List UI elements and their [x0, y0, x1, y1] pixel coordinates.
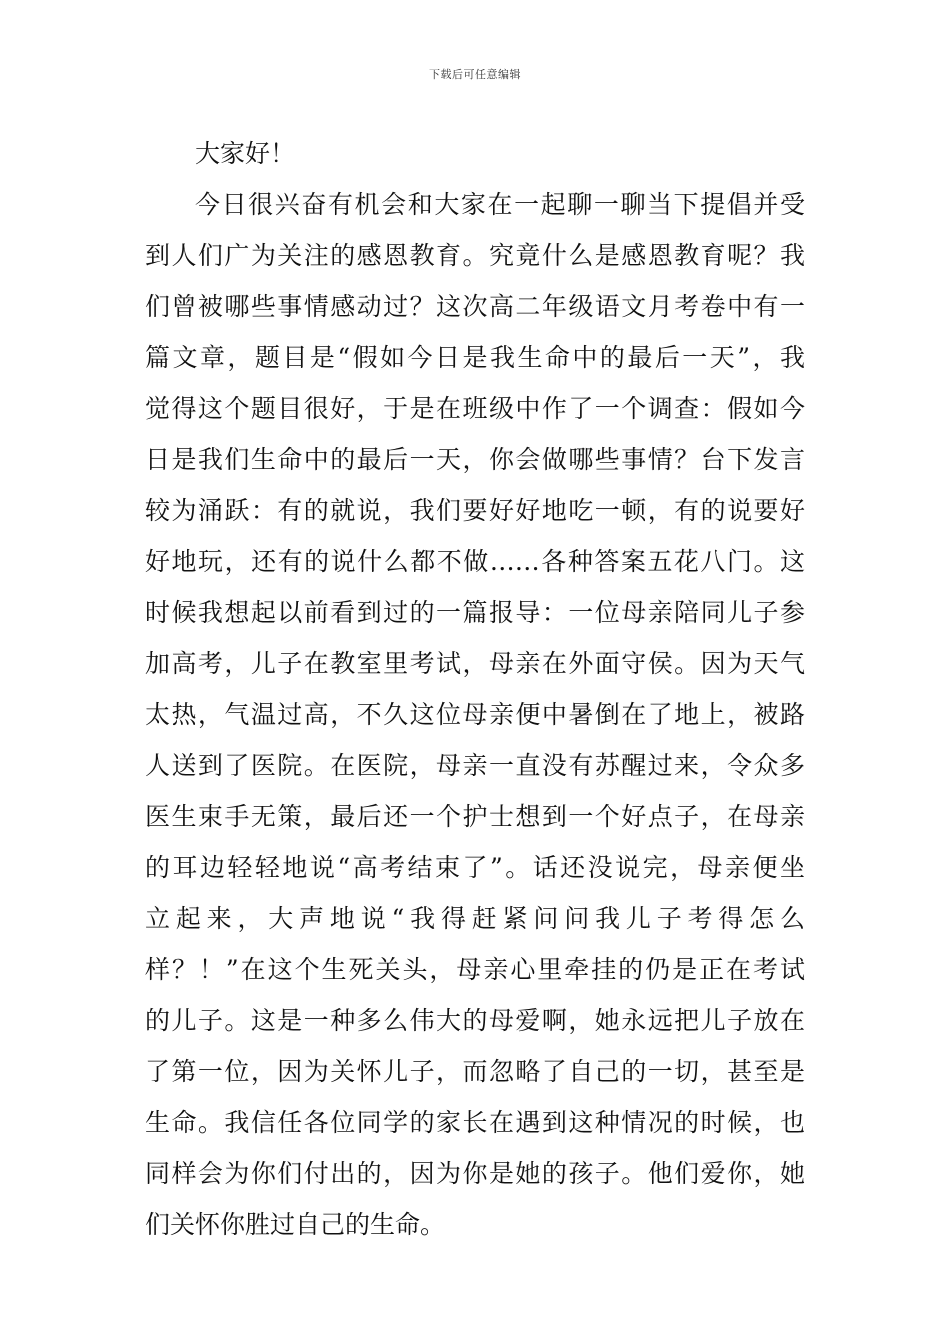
paragraph-line: 的儿子。这是一种多么伟大的母爱啊，她永远把儿子放在	[145, 1006, 805, 1035]
paragraph-line: 样？！”在这个生死关头，母亲心里牵挂的仍是正在考试	[145, 955, 805, 984]
paragraph-line: 了第一位，因为关怀儿子，而忽略了自己的一切，甚至是	[145, 1057, 805, 1086]
paragraph-line: 觉得这个题目很好，于是在班级中作了一个调查：假如今	[145, 394, 805, 423]
paragraph-line: 的耳边轻轻地说“高考结束了”。话还没说完，母亲便坐	[145, 853, 805, 882]
paragraph-line: 加高考，儿子在教室里考试，母亲在外面守侯。因为天气	[145, 649, 805, 678]
header-note: 下载后可任意编辑	[429, 68, 521, 81]
greeting-line: 大家好！	[195, 139, 296, 168]
paragraph-line: 时候我想起以前看到过的一篇报导：一位母亲陪同儿子参	[145, 598, 805, 627]
paragraph-line: 较为涌跃：有的就说，我们要好好地吃一顿，有的说要好	[145, 496, 805, 525]
document-body	[145, 128, 805, 1250]
paragraph-line: 立起来，大声地说“我得赶紧问问我儿子考得怎么	[145, 904, 805, 933]
paragraph-line: 篇文章，题目是“假如今日是我生命中的最后一天”，我	[145, 343, 805, 372]
paragraph-line: 同样会为你们付出的，因为你是她的孩子。他们爱你，她	[145, 1159, 805, 1188]
paragraph-line: 太热，气温过高，不久这位母亲便中暑倒在了地上，被路	[145, 700, 805, 729]
paragraph-line: 好地玩，还有的说什么都不做……各种答案五花八门。这	[145, 547, 805, 576]
paragraph-line: 日是我们生命中的最后一天，你会做哪些事情？台下发言	[145, 445, 805, 474]
paragraph-line: 到人们广为关注的感恩教育。究竟什么是感恩教育呢？我	[145, 241, 805, 270]
paragraph-line: 们曾被哪些事情感动过？这次高二年级语文月考卷中有一	[145, 292, 805, 321]
paragraph-line: 生命。我信任各位同学的家长在遇到这种情况的时候，也	[145, 1108, 805, 1137]
paragraph-line: 们关怀你胜过自己的生命。	[145, 1210, 446, 1239]
paragraph-line: 今日很兴奋有机会和大家在一起聊一聊当下提倡并受	[195, 190, 805, 219]
paragraph-line: 医生束手无策，最后还一个护士想到一个好点子，在母亲	[145, 802, 805, 831]
paragraph-line: 人送到了医院。在医院，母亲一直没有苏醒过来，令众多	[145, 751, 805, 780]
